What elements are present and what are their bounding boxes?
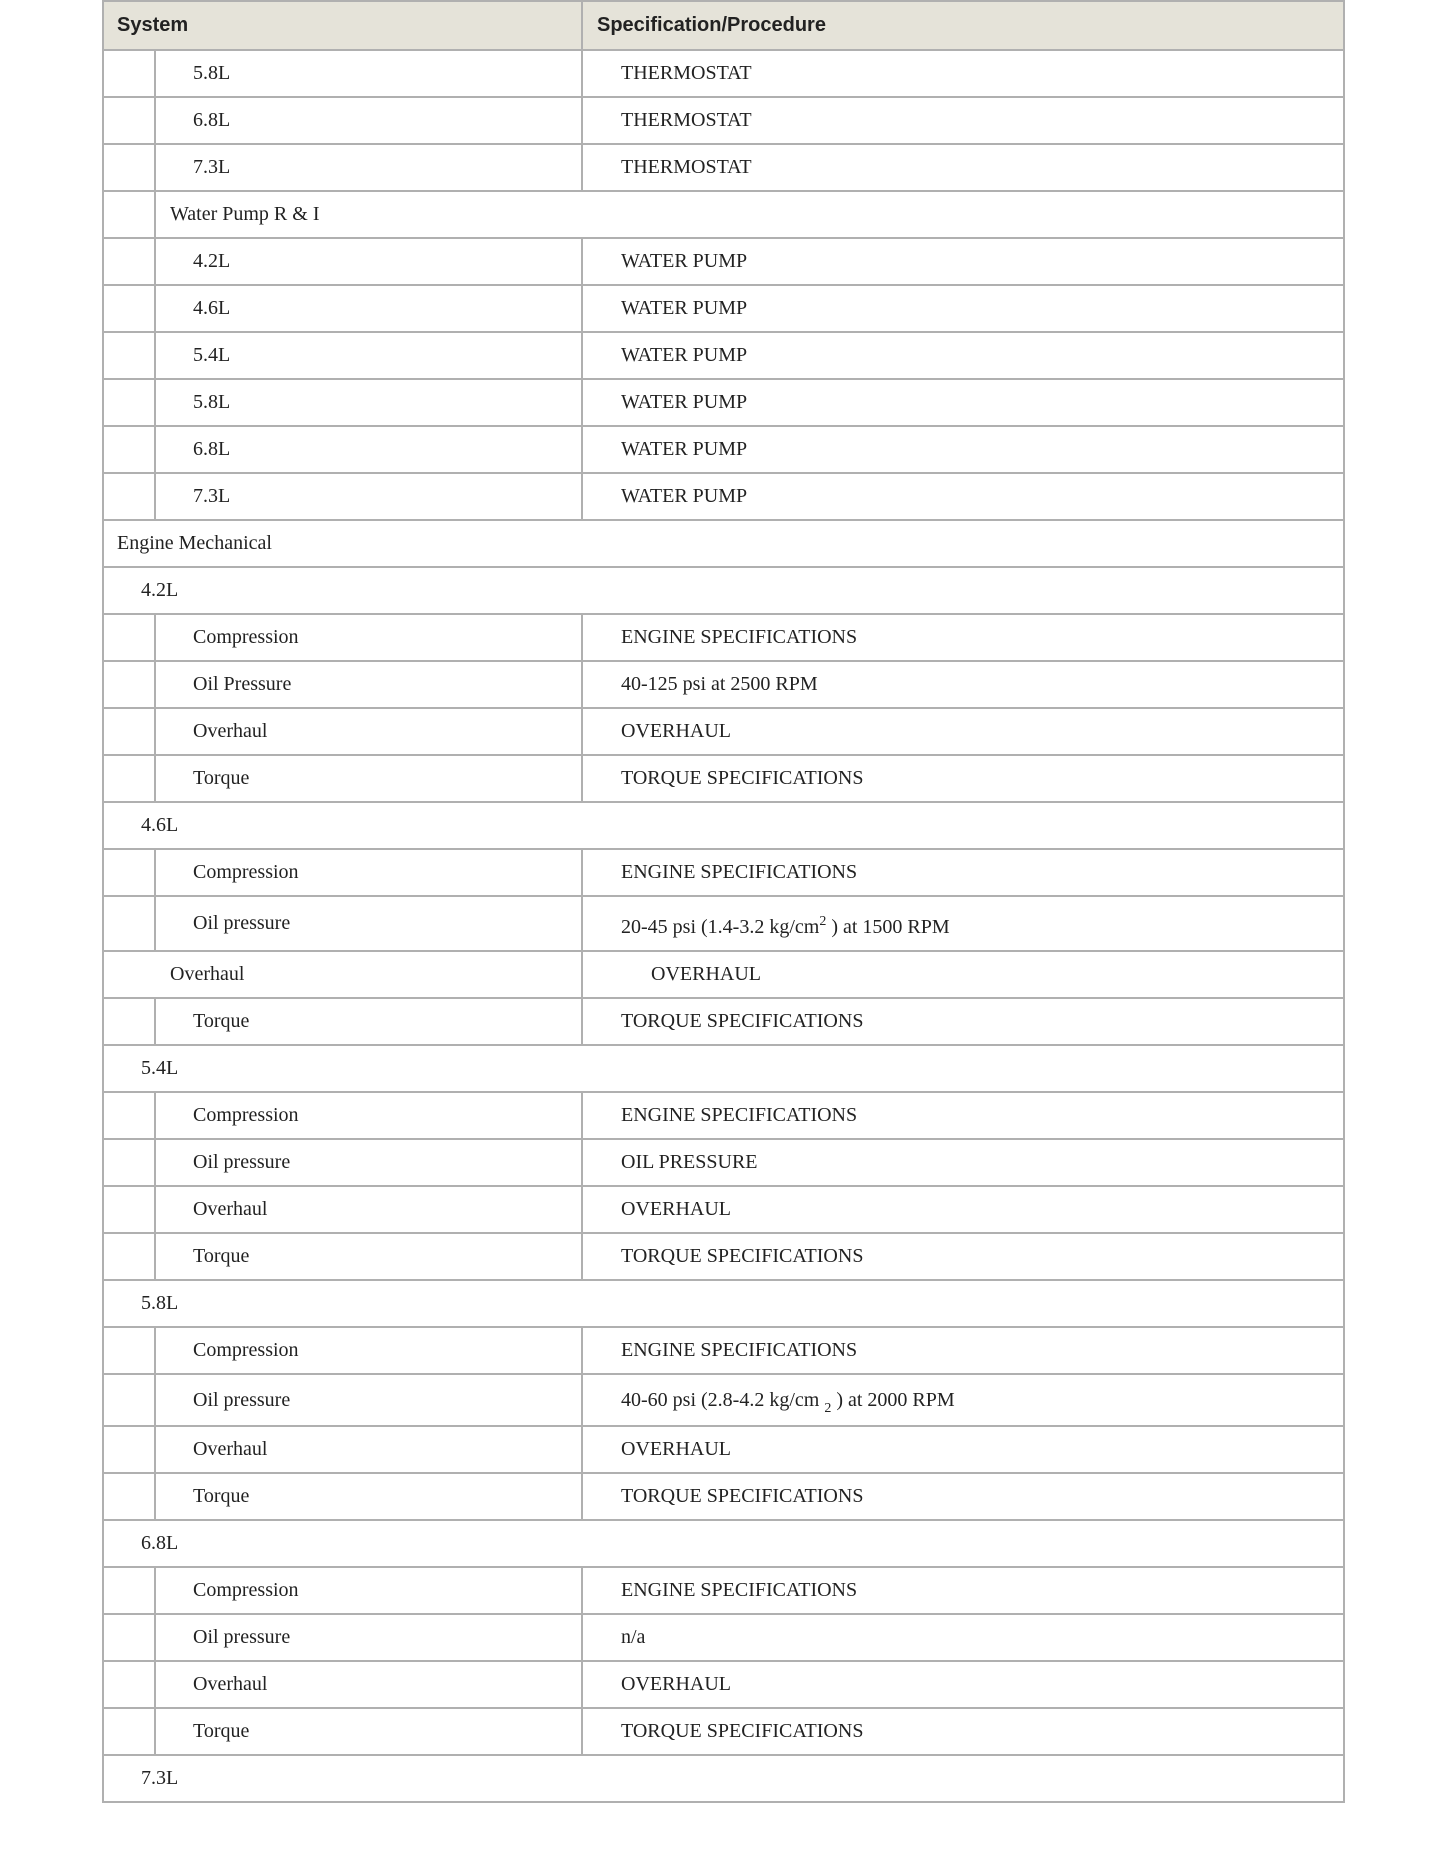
table-row bbox=[103, 379, 1344, 426]
spec-cell: ENGINE SPECIFICATIONS bbox=[582, 1092, 1344, 1139]
table-row bbox=[103, 473, 1344, 520]
system-cell: Compression bbox=[155, 849, 582, 896]
system-cell: 4.6L bbox=[155, 285, 582, 332]
indent-cell bbox=[103, 1567, 155, 1614]
table-row bbox=[103, 1426, 1344, 1473]
spec-cell bbox=[582, 896, 1344, 951]
table-row bbox=[103, 50, 1344, 97]
engine-label: 4.6L bbox=[103, 802, 1344, 849]
system-cell: Overhaul bbox=[103, 951, 582, 998]
indent-cell bbox=[103, 1374, 155, 1426]
indent-cell bbox=[103, 1661, 155, 1708]
engine-label: 7.3L bbox=[103, 1755, 1344, 1802]
indent-cell bbox=[103, 849, 155, 896]
spec-cell: OIL PRESSURE bbox=[582, 1139, 1344, 1186]
system-cell: Compression bbox=[155, 1327, 582, 1374]
indent-cell bbox=[103, 191, 155, 238]
spec-cell: OVERHAUL bbox=[582, 951, 1344, 998]
table-row bbox=[103, 614, 1344, 661]
table-row bbox=[103, 1567, 1344, 1614]
header-system: System bbox=[103, 1, 582, 50]
system-cell: 5.8L bbox=[155, 379, 582, 426]
spec-cell: WATER PUMP bbox=[582, 379, 1344, 426]
table-row bbox=[103, 755, 1344, 802]
table-row bbox=[103, 1092, 1344, 1139]
spec-cell: OVERHAUL bbox=[582, 1661, 1344, 1708]
system-cell: 6.8L bbox=[155, 97, 582, 144]
spec-cell: WATER PUMP bbox=[582, 332, 1344, 379]
system-cell: Compression bbox=[155, 1567, 582, 1614]
subscript: 2 bbox=[824, 1400, 832, 1416]
table-row bbox=[103, 332, 1344, 379]
engine-row bbox=[103, 1520, 1344, 1567]
superscript: 2 bbox=[819, 914, 827, 929]
indent-cell bbox=[103, 614, 155, 661]
system-cell: Overhaul bbox=[155, 1661, 582, 1708]
system-cell: 7.3L bbox=[155, 473, 582, 520]
indent-cell bbox=[103, 1327, 155, 1374]
spec-cell: WATER PUMP bbox=[582, 285, 1344, 332]
spec-cell: n/a bbox=[582, 1614, 1344, 1661]
spec-cell: OVERHAUL bbox=[582, 1186, 1344, 1233]
spec-cell: TORQUE SPECIFICATIONS bbox=[582, 755, 1344, 802]
indent-cell bbox=[103, 1186, 155, 1233]
table-row bbox=[103, 285, 1344, 332]
indent-cell bbox=[103, 1614, 155, 1661]
spec-text: 40-60 psi (2.8-4.2 kg/cm bbox=[621, 1388, 825, 1411]
specification-table bbox=[102, 0, 1345, 1803]
table-row bbox=[103, 896, 1344, 951]
indent-cell bbox=[103, 1233, 155, 1280]
indent-cell bbox=[103, 755, 155, 802]
spec-cell: ENGINE SPECIFICATIONS bbox=[582, 849, 1344, 896]
spec-cell: ENGINE SPECIFICATIONS bbox=[582, 1567, 1344, 1614]
indent-cell bbox=[103, 238, 155, 285]
table-row bbox=[103, 1327, 1344, 1374]
table-row bbox=[103, 1614, 1344, 1661]
engine-label: 4.2L bbox=[103, 567, 1344, 614]
indent-cell bbox=[103, 708, 155, 755]
spec-cell bbox=[582, 1374, 1344, 1426]
engine-row bbox=[103, 1755, 1344, 1802]
system-cell: Torque bbox=[155, 755, 582, 802]
engine-label: 5.8L bbox=[103, 1280, 1344, 1327]
system-cell: Overhaul bbox=[155, 1426, 582, 1473]
spec-cell: WATER PUMP bbox=[582, 238, 1344, 285]
table-row bbox=[103, 998, 1344, 1045]
engine-row bbox=[103, 1280, 1344, 1327]
system-cell: 6.8L bbox=[155, 426, 582, 473]
section-label: Engine Mechanical bbox=[103, 520, 1344, 567]
indent-cell bbox=[103, 896, 155, 951]
spec-cell: OVERHAUL bbox=[582, 1426, 1344, 1473]
table-row bbox=[103, 97, 1344, 144]
system-cell: 5.8L bbox=[155, 50, 582, 97]
system-cell: Oil pressure bbox=[155, 896, 582, 951]
engine-row bbox=[103, 1045, 1344, 1092]
indent-cell bbox=[103, 285, 155, 332]
system-cell: Oil pressure bbox=[155, 1614, 582, 1661]
table-row bbox=[103, 1139, 1344, 1186]
system-cell: Torque bbox=[155, 1708, 582, 1755]
engine-row bbox=[103, 802, 1344, 849]
table-row bbox=[103, 144, 1344, 191]
spec-text: 20-45 psi (1.4-3.2 kg/cm bbox=[621, 916, 820, 938]
indent-cell bbox=[103, 379, 155, 426]
indent-cell bbox=[103, 473, 155, 520]
table-row bbox=[103, 1661, 1344, 1708]
system-cell: Compression bbox=[155, 614, 582, 661]
indent-cell bbox=[103, 998, 155, 1045]
indent-cell bbox=[103, 50, 155, 97]
spec-cell: ENGINE SPECIFICATIONS bbox=[582, 1327, 1344, 1374]
table-row bbox=[103, 661, 1344, 708]
indent-cell bbox=[103, 144, 155, 191]
table-row bbox=[103, 849, 1344, 896]
engine-row bbox=[103, 567, 1344, 614]
system-cell: Compression bbox=[155, 1092, 582, 1139]
table-row bbox=[103, 1473, 1344, 1520]
spec-cell: TORQUE SPECIFICATIONS bbox=[582, 998, 1344, 1045]
indent-cell bbox=[103, 426, 155, 473]
system-cell: Torque bbox=[155, 998, 582, 1045]
table-row bbox=[103, 426, 1344, 473]
table-row bbox=[103, 1374, 1344, 1426]
indent-cell bbox=[103, 661, 155, 708]
spec-cell: WATER PUMP bbox=[582, 426, 1344, 473]
indent-cell bbox=[103, 1139, 155, 1186]
system-cell: 4.2L bbox=[155, 238, 582, 285]
table-row bbox=[103, 951, 1344, 998]
spec-cell: WATER PUMP bbox=[582, 473, 1344, 520]
table-header-row bbox=[103, 1, 1344, 50]
spec-text: ) at 2000 RPM bbox=[831, 1388, 955, 1411]
spec-cell: TORQUE SPECIFICATIONS bbox=[582, 1233, 1344, 1280]
system-cell: Oil pressure bbox=[155, 1139, 582, 1186]
system-cell: 7.3L bbox=[155, 144, 582, 191]
spec-cell: THERMOSTAT bbox=[582, 144, 1344, 191]
engine-label: 6.8L bbox=[103, 1520, 1344, 1567]
system-cell: Torque bbox=[155, 1473, 582, 1520]
spec-cell: THERMOSTAT bbox=[582, 50, 1344, 97]
system-cell: Oil Pressure bbox=[155, 661, 582, 708]
system-cell: Torque bbox=[155, 1233, 582, 1280]
spec-cell: 40-125 psi at 2500 RPM bbox=[582, 661, 1344, 708]
indent-cell bbox=[103, 97, 155, 144]
indent-cell bbox=[103, 332, 155, 379]
spec-text: ) at 1500 RPM bbox=[826, 916, 950, 938]
spec-cell: THERMOSTAT bbox=[582, 97, 1344, 144]
spec-cell: TORQUE SPECIFICATIONS bbox=[582, 1708, 1344, 1755]
subsection-row bbox=[103, 191, 1344, 238]
spec-cell: TORQUE SPECIFICATIONS bbox=[582, 1473, 1344, 1520]
spec-cell: ENGINE SPECIFICATIONS bbox=[582, 614, 1344, 661]
table-row bbox=[103, 1233, 1344, 1280]
spec-cell: OVERHAUL bbox=[582, 708, 1344, 755]
table-row bbox=[103, 1186, 1344, 1233]
subsection-label: Water Pump R & I bbox=[155, 191, 1344, 238]
indent-cell bbox=[103, 1473, 155, 1520]
section-row bbox=[103, 520, 1344, 567]
system-cell: Overhaul bbox=[155, 708, 582, 755]
table-row bbox=[103, 1708, 1344, 1755]
table-row bbox=[103, 238, 1344, 285]
system-cell: 5.4L bbox=[155, 332, 582, 379]
header-specification: Specification/Procedure bbox=[582, 1, 1344, 50]
table-row bbox=[103, 708, 1344, 755]
system-cell: Oil pressure bbox=[155, 1374, 582, 1426]
system-cell: Overhaul bbox=[155, 1186, 582, 1233]
indent-cell bbox=[103, 1092, 155, 1139]
indent-cell bbox=[103, 1426, 155, 1473]
indent-cell bbox=[103, 1708, 155, 1755]
engine-label: 5.4L bbox=[103, 1045, 1344, 1092]
